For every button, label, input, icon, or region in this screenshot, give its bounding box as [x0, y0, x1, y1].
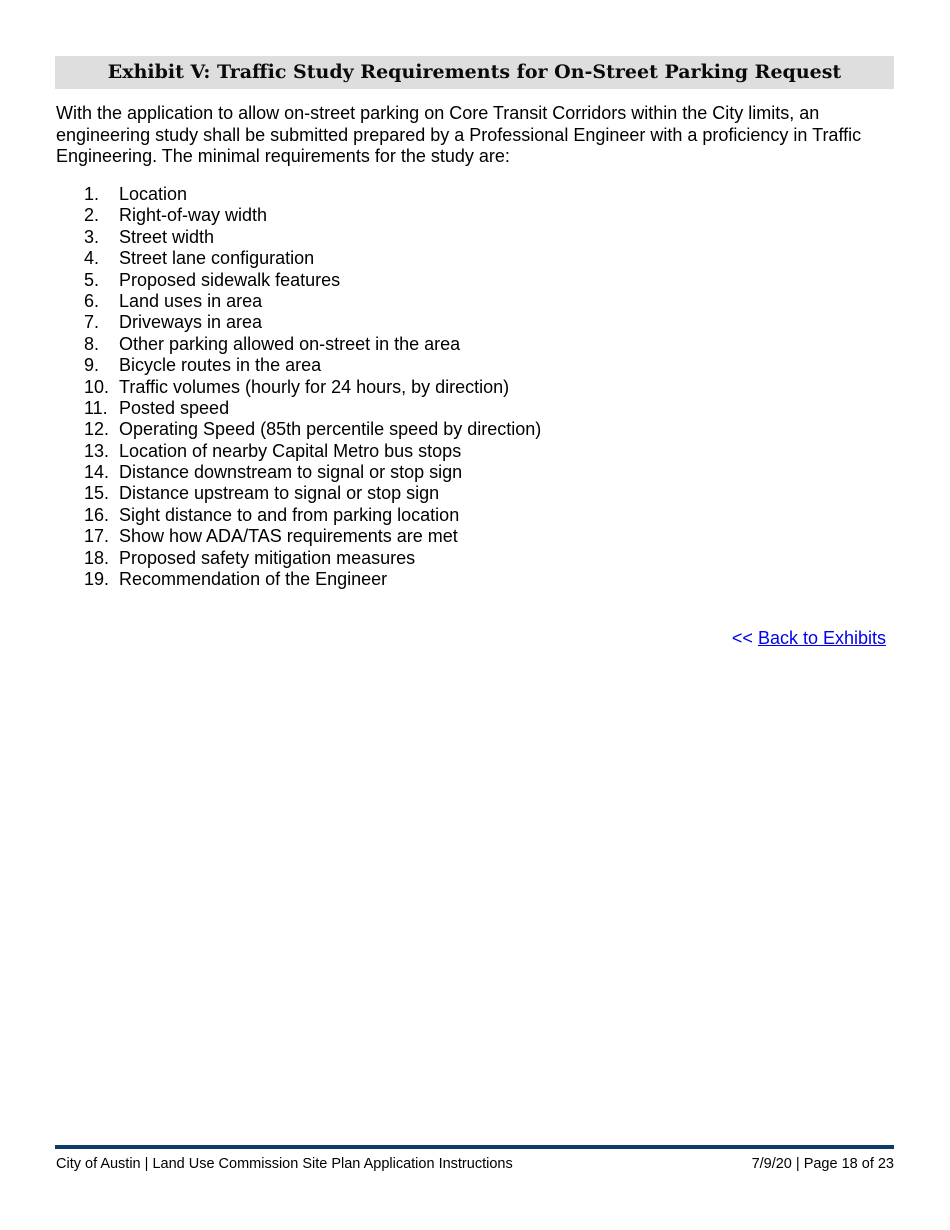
- list-item-text: Right-of-way width: [119, 205, 268, 226]
- list-item-text: Other parking allowed on-street in the area: [119, 333, 461, 354]
- intro-paragraph: With the application to allow on-street parking on Core Transit Corridors within the City limits, an engineering study shall be submitted prepared by a Professional Engineer with a proficiency in Traffic Engineering. The minimal requirements for the study are:: [56, 103, 862, 166]
- list-item-number: 17.: [84, 526, 110, 547]
- list-item-text: Recommendation of the Engineer: [119, 569, 388, 590]
- list-item-text: Operating Speed (85th percentile speed by direction): [119, 419, 542, 440]
- list-item-number: 15.: [84, 483, 110, 504]
- list-item-text: Proposed safety mitigation measures: [119, 547, 416, 568]
- list-item-number: 4.: [84, 248, 100, 269]
- list-item-text: Show how ADA/TAS requirements are met: [119, 526, 458, 547]
- list-item-number: 1.: [84, 184, 100, 204]
- list-item-number: 7.: [84, 312, 100, 333]
- list-item-text: Sight distance to and from parking location: [119, 504, 460, 525]
- list-item-text: Driveways in area: [119, 312, 263, 333]
- back-link-container: [732, 627, 886, 649]
- list-item-number: 12.: [84, 419, 110, 440]
- footer-document-title: City of Austin | Land Use Commission Site Plan Application Instructions: [56, 1156, 513, 1172]
- list-item-number: 16.: [84, 504, 110, 525]
- list-item-number: 6.: [84, 290, 100, 311]
- list-item-number: 5.: [84, 269, 100, 290]
- list-item-number: 3.: [84, 226, 100, 247]
- list-item-text: Traffic volumes (hourly for 24 hours, by direction): [119, 376, 510, 397]
- exhibit-title-band: [55, 56, 894, 89]
- list-item-number: 8.: [84, 333, 100, 354]
- footer-page-info: 7/9/20 | Page 18 of 23: [751, 1156, 894, 1172]
- list-item-number: 19.: [84, 569, 110, 590]
- back-to-exhibits-link[interactable]: Back to Exhibits: [757, 628, 886, 648]
- page-title: Exhibit V: Traffic Study Requirements for On-Street Parking Request: [107, 61, 842, 83]
- list-item-text: Proposed sidewalk features: [119, 269, 341, 290]
- back-link-prefix: <<: [731, 628, 753, 648]
- list-item-text: Land uses in area: [119, 290, 263, 311]
- list-item-text: Posted speed: [119, 397, 230, 418]
- list-item-text: Location: [119, 184, 188, 204]
- list-item-number: 2.: [84, 205, 100, 226]
- list-item-number: 9.: [84, 355, 100, 376]
- list-item-text: Street lane configuration: [119, 248, 315, 269]
- list-item-number: 13.: [84, 440, 110, 461]
- list-item-text: Location of nearby Capital Metro bus stops: [119, 440, 462, 461]
- list-item-number: 14.: [84, 462, 110, 483]
- list-item-number: 10.: [84, 376, 110, 397]
- list-item-text: Distance downstream to signal or stop sign: [119, 462, 463, 483]
- list-item-number: 11.: [84, 397, 108, 418]
- list-item-text: Bicycle routes in the area: [119, 355, 322, 376]
- list-item-text: Distance upstream to signal or stop sign: [119, 483, 440, 504]
- list-item-text: Street width: [119, 226, 215, 247]
- list-item-number: 18.: [84, 547, 110, 568]
- footer-divider: [55, 1145, 894, 1149]
